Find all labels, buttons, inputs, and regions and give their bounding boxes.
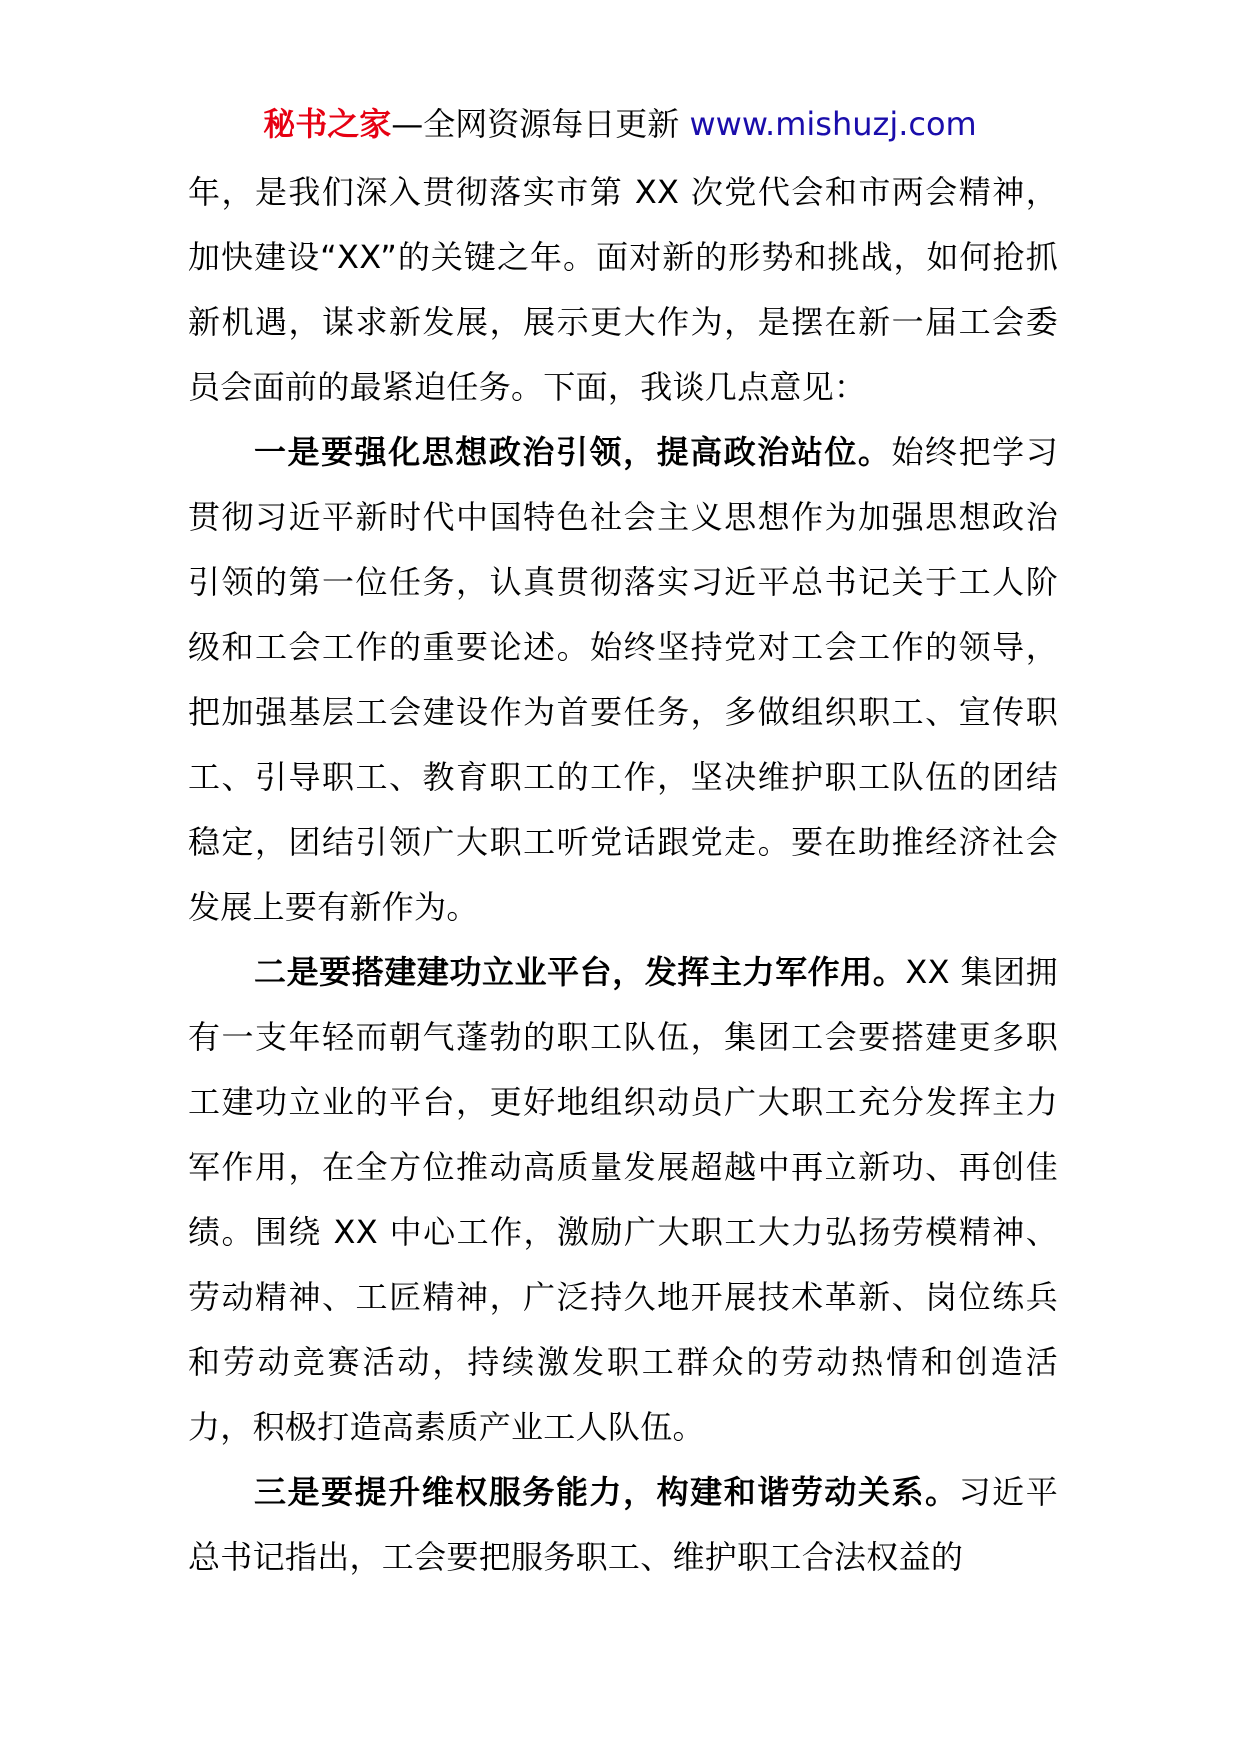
site-header bbox=[0, 100, 1240, 148]
paragraph-text: XX 集团拥有一支年轻而朝气蓬勃的职工队伍，集团工会要搭建更多职工建功立业的平台，更好地组织动员广大职工充分发挥主力军作用，在全方位推动高质量发展超越中再立新功、再创佳绩。围绕 XX 中心工作，激励广大职工大力弘扬劳模精神、劳动精神、工匠精神，广泛持久地开展技术革新、岗位练兵和劳动竞赛活动，持续激发职工群众的劳动热情和创造活力，积极打造高素质产业工人队伍。 bbox=[188, 953, 1058, 1446]
paragraph-lead: 三是要提升维权服务能力，构建和谐劳动关系。 bbox=[254, 1473, 959, 1511]
paragraph-lead: 一是要强化思想政治引领，提高政治站位。 bbox=[254, 433, 892, 471]
paragraph-text: 习近平总书记指出，工会要把服务职工、维护职工合法权益的 bbox=[188, 1473, 1058, 1576]
paragraph-intro bbox=[188, 160, 1058, 420]
document-body bbox=[188, 160, 1058, 1590]
paragraph-point-3 bbox=[188, 1460, 1058, 1590]
paragraph-point-2 bbox=[188, 940, 1058, 1460]
site-url-link[interactable]: www.mishuzj.com bbox=[689, 105, 977, 143]
paragraph-point-1 bbox=[188, 420, 1058, 940]
paragraph-text: 始终把学习贯彻习近平新时代中国特色社会主义思想作为加强思想政治引领的第一位任务，认真贯彻落实习近平总书记关于工人阶级和工会工作的重要论述。始终坚持党对工会工作的领导，把加强基层工会建设作为首要任务，多做组织职工、宣传职工、引导职工、教育职工的工作，坚决维护职工队伍的团结稳定，团结引领广大职工听党话跟党走。要在助推经济社会发展上要有新作为。 bbox=[188, 433, 1058, 926]
header-tagline: —全网资源每日更新 bbox=[391, 105, 690, 143]
brand-name: 秘书之家 bbox=[263, 105, 392, 143]
paragraph-text: 年，是我们深入贯彻落实市第 XX 次党代会和市两会精神，加快建设“XX”的关键之年。面对新的形势和挑战，如何抢抓新机遇，谋求新发展，展示更大作为，是摆在新一届工会委员会面前的最紧迫任务。下面，我谈几点意见： bbox=[188, 173, 1058, 406]
paragraph-lead: 二是要搭建建功立业平台，发挥主力军作用。 bbox=[254, 953, 906, 991]
